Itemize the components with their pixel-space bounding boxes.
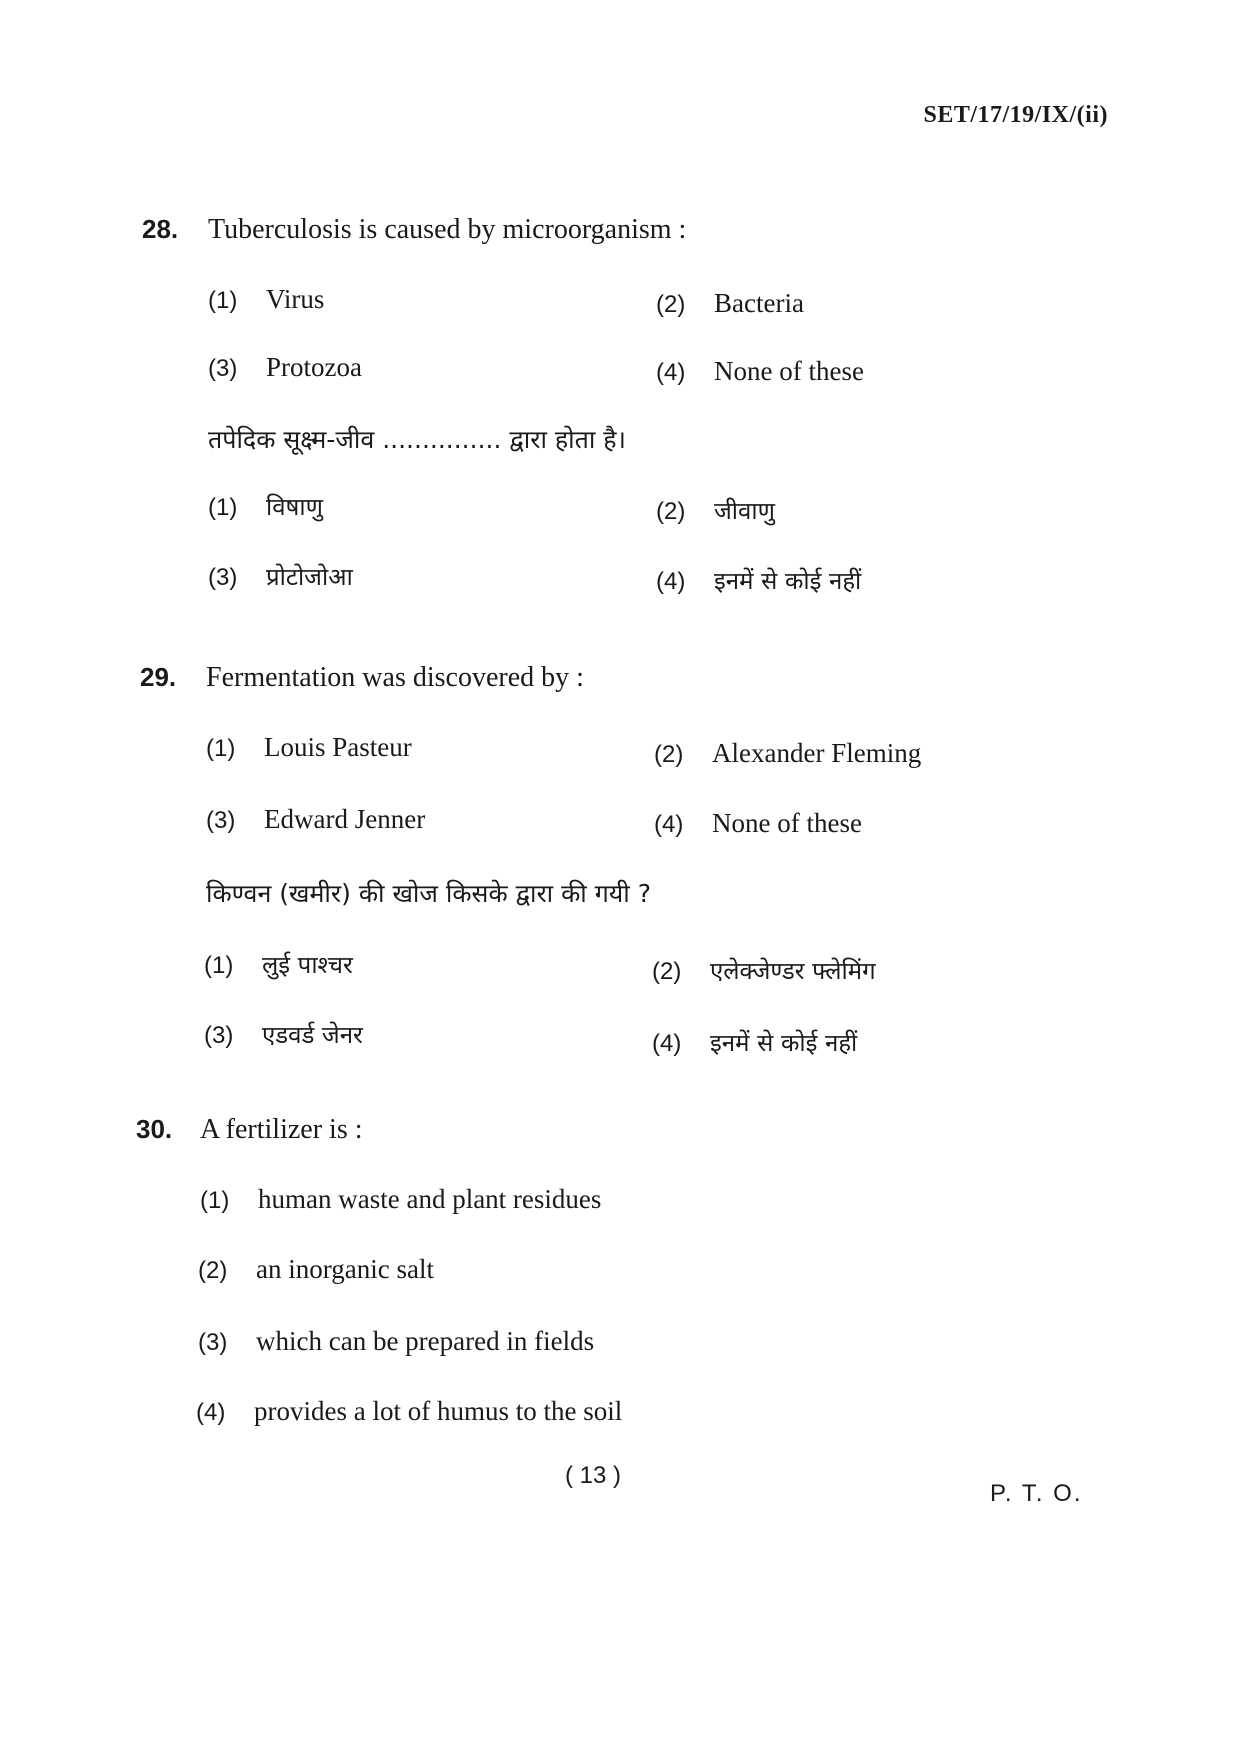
option-en-2: (2) Alexander Fleming [654,738,922,768]
option-en-1: (1) human waste and plant residues [200,1184,602,1214]
option-en-3: (3) Edward Jenner [206,804,426,834]
option-en-2: (2) Bacteria [656,288,804,318]
question-text-en: Tuberculosis is caused by microorganism : [208,214,687,245]
option-en-3: (3) Protozoa [208,352,362,382]
pto-label: P. T. O. [990,1480,1083,1507]
question-number: 30. [136,1114,173,1144]
option-en-4: (4) None of these [654,808,862,838]
option-en-4: (4) provides a lot of humus to the soil [196,1396,623,1426]
question-text-en: Fermentation was discovered by : [206,662,584,693]
option-en-3: (3) which can be prepared in fields [198,1326,595,1356]
question-number: 28. [142,214,179,244]
page-number: ( 13 ) [565,1462,622,1489]
option-hi-3: (3) प्रोटोजोआ [208,563,353,591]
option-hi-2: (2) जीवाणु [656,497,775,525]
question-text-en: A fertilizer is : [200,1114,363,1145]
set-code: SET/17/19/IX/(ii) [923,102,1108,128]
option-en-4: (4) None of these [656,356,864,386]
option-en-1: (1) Louis Pasteur [206,732,412,762]
option-hi-1: (1) लुई पाश्चर [204,951,353,979]
option-hi-2: (2) एलेक्जेण्डर फ्लेमिंग [652,957,876,985]
option-hi-1: (1) विषाणु [208,493,323,521]
question-text-hi: किण्वन (खमीर) की खोज किसके द्वारा की गयी ? [206,879,651,908]
option-en-2: (2) an inorganic salt [198,1254,434,1284]
option-hi-4: (4) इनमें से कोई नहीं [656,567,862,595]
option-hi-4: (4) इनमें से कोई नहीं [652,1029,858,1057]
option-hi-3: (3) एडवर्ड जेनर [204,1021,363,1049]
option-en-1: (1) Virus [208,284,325,314]
question-text-hi: तपेदिक सूक्ष्म-जीव ............... द्वारा होता है। [208,425,627,454]
question-number: 29. [140,662,177,692]
